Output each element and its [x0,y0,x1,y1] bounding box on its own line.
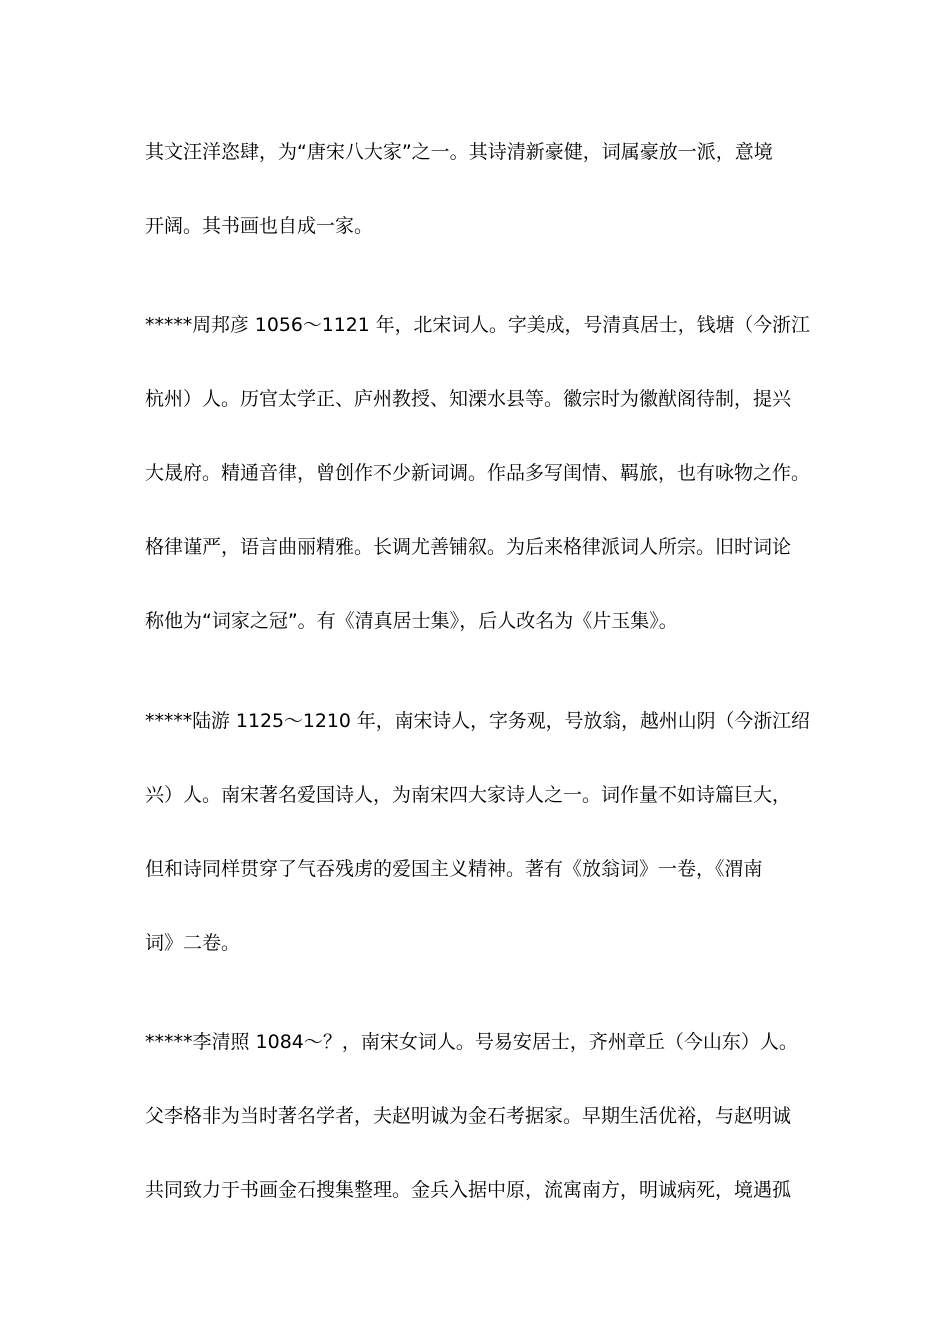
text-line: *****陆游 1125～1210 年，南宋诗人，字务观，号放翁，越州山阴（今浙江绍 [145,710,810,732]
text-line: 开阔。其书画也自成一家。 [145,215,374,237]
text-line: 其文汪洋恣肆，为“唐宋八大家”之一。其诗清新豪健，词属豪放一派，意境 [145,141,773,163]
text-line: 大晟府。精通音律，曾创作不少新词调。作品多写闺情、羁旅，也有咏物之作。 [145,462,810,484]
text-line: 词》二卷。 [145,932,241,954]
text-line: 杭州）人。历官太学正、庐州教授、知溧水县等。徽宗时为徽猷阁待制，提兴 [145,388,792,410]
text-line: 共同致力于书画金石搜集整理。金兵入据中原，流寓南方，明诚病死，境遇孤 [145,1179,792,1201]
text-line: 称他为“词家之冠”。有《清真居士集》，后人改名为《片玉集》。 [145,610,678,632]
text-line: 兴）人。南宋著名爱国诗人，为南宋四大家诗人之一。词作量不如诗篇巨大， [145,784,792,806]
text-line: 格律谨严，语言曲丽精雅。长调尤善铺叙。为后来格律派词人所宗。旧时词论 [145,536,792,558]
text-line: *****李清照 1084～？，南宋女词人。号易安居士，齐州章丘（今山东）人。 [145,1031,798,1053]
text-line: *****周邦彦 1056～1121 年，北宋词人。字美成，号清真居士，钱塘（今浙江 [145,314,810,336]
text-line: 但和诗同样贯穿了气吞残虏的爱国主义精神。著有《放翁词》一卷，《渭南 [145,858,763,880]
text-line: 父李格非为当时著名学者，夫赵明诚为金石考据家。早期生活优裕，与赵明诚 [145,1105,792,1127]
